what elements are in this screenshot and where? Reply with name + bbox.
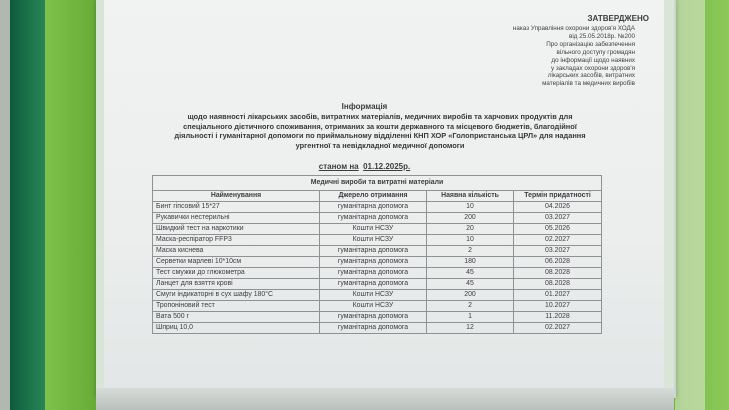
cell-quantity: 20 <box>427 224 514 235</box>
table-row <box>153 279 602 290</box>
cell-name: Тропоніновий тест <box>153 301 320 312</box>
header-quantity: Наявна кількість <box>427 191 514 202</box>
stand-slot <box>675 0 705 410</box>
cell-source: гуманітарна допомога <box>320 213 427 224</box>
approval-line: лікарських засобів, витратних <box>547 72 635 80</box>
approval-line: Про організацію забезпечення <box>546 40 635 48</box>
intro-line: щодо наявності лікарських засобів, витратних матеріалів, медичних виробів та харчових продуктів для <box>187 112 573 121</box>
table-header-row <box>153 191 602 202</box>
cell-source: гуманітарна допомога <box>320 268 427 279</box>
approval-line: у закладах охорони здоров'я <box>550 64 635 72</box>
cell-name: Смуги індикаторні в сух шафу 180°С <box>153 290 320 301</box>
table-row <box>153 202 602 213</box>
cell-quantity: 45 <box>427 268 514 279</box>
cell-quantity: 10 <box>427 202 514 213</box>
table-row <box>153 257 602 268</box>
cell-source: гуманітарна допомога <box>320 312 427 323</box>
cell-quantity: 180 <box>427 257 514 268</box>
as-of-date: 01.12.2025р. <box>363 162 411 171</box>
cell-expiry: 01.2027 <box>514 290 602 301</box>
table-row <box>153 224 602 235</box>
table-caption-row <box>153 176 602 191</box>
cell-quantity: 10 <box>427 235 514 246</box>
table-row <box>153 213 602 224</box>
next-sleeve <box>96 388 674 410</box>
supplies-table <box>152 175 602 334</box>
approval-heading: ЗАТВЕРДЖЕНО <box>587 14 649 23</box>
cell-quantity: 45 <box>427 279 514 290</box>
cell-expiry: 11.2028 <box>514 312 602 323</box>
approval-line: наказ Управління охорони здоров'я ХОДА <box>512 25 635 32</box>
table-row <box>153 268 602 279</box>
cell-expiry: 04.2026 <box>514 202 602 213</box>
cell-name: Тест смужки до глюкометра <box>153 268 320 279</box>
document-intro <box>130 112 630 150</box>
cell-quantity: 2 <box>427 246 514 257</box>
approval-line: від 25.05.2018р. №200 <box>569 32 635 40</box>
cell-source: гуманітарна допомога <box>320 279 427 290</box>
cell-name: Швидкий тест на наркотики <box>153 224 320 235</box>
intro-line: спеціального дієтичного споживання, отриманих за кошти державного та місцевого бюджетів, благодійної <box>183 121 577 131</box>
cell-name: Бинт гіпсовий 15*27 <box>153 202 320 213</box>
approval-line: вільного доступу громадян <box>556 48 635 56</box>
table-row <box>153 246 602 257</box>
cell-source: Кошти НСЗУ <box>320 290 427 301</box>
intro-line: ургентної та невідкладної медичної допомоги <box>295 140 465 150</box>
approval-line: до інформації щодо наявних <box>551 56 635 64</box>
cell-expiry: 05.2026 <box>514 224 602 235</box>
header-expiry: Термін придатності <box>514 191 602 202</box>
cell-quantity: 200 <box>427 290 514 301</box>
table-row <box>153 235 602 246</box>
table-row <box>153 301 602 312</box>
cell-expiry: 08.2028 <box>514 268 602 279</box>
cell-source: гуманітарна допомога <box>320 257 427 268</box>
table-caption: Медичні вироби та витратні матеріали <box>153 176 602 191</box>
cell-quantity: 1 <box>427 312 514 323</box>
as-of-line <box>0 162 729 171</box>
cell-name: Маска киснева <box>153 246 320 257</box>
table-row <box>153 290 602 301</box>
cell-source: гуманітарна допомога <box>320 323 427 334</box>
table-row <box>153 312 602 323</box>
approval-block <box>430 25 635 88</box>
cell-name: Шприц 10,0 <box>153 323 320 334</box>
cell-name: Маска-респіратор FFP3 <box>153 235 320 246</box>
cell-expiry: 02.2027 <box>514 323 602 334</box>
header-source: Джерело отримання <box>320 191 427 202</box>
intro-line: діяльності і гуманітарної допомоги по приймальному відділенні КНП ХОР «Голопристанська ЦРЛ» для надання <box>174 131 586 141</box>
cell-expiry: 03.2027 <box>514 213 602 224</box>
cell-source: Кошти НСЗУ <box>320 301 427 312</box>
cell-name: Ланцет для взяття крові <box>153 279 320 290</box>
cell-expiry: 08.2028 <box>514 279 602 290</box>
cell-expiry: 06.2028 <box>514 257 602 268</box>
cell-quantity: 200 <box>427 213 514 224</box>
cell-name: Серветки марлеві 10*10см <box>153 257 320 268</box>
table-row <box>153 323 602 334</box>
cell-expiry: 03.2027 <box>514 246 602 257</box>
cell-expiry: 02.2027 <box>514 235 602 246</box>
cell-source: гуманітарна допомога <box>320 202 427 213</box>
cell-source: гуманітарна допомога <box>320 246 427 257</box>
as-of-label: станом на <box>318 162 359 171</box>
document-title: Інформація <box>341 102 388 111</box>
cell-expiry: 10.2027 <box>514 301 602 312</box>
cell-quantity: 12 <box>427 323 514 334</box>
cell-name: Рукавички нестерильні <box>153 213 320 224</box>
stand-post-left <box>10 0 50 410</box>
cell-source: Кошти НСЗУ <box>320 224 427 235</box>
cell-source: Кошти НСЗУ <box>320 235 427 246</box>
header-name: Найменування <box>153 191 320 202</box>
approval-line: матеріалів та медичних виробів <box>542 80 635 88</box>
cell-quantity: 2 <box>427 301 514 312</box>
cell-name: Вата 500 г <box>153 312 320 323</box>
